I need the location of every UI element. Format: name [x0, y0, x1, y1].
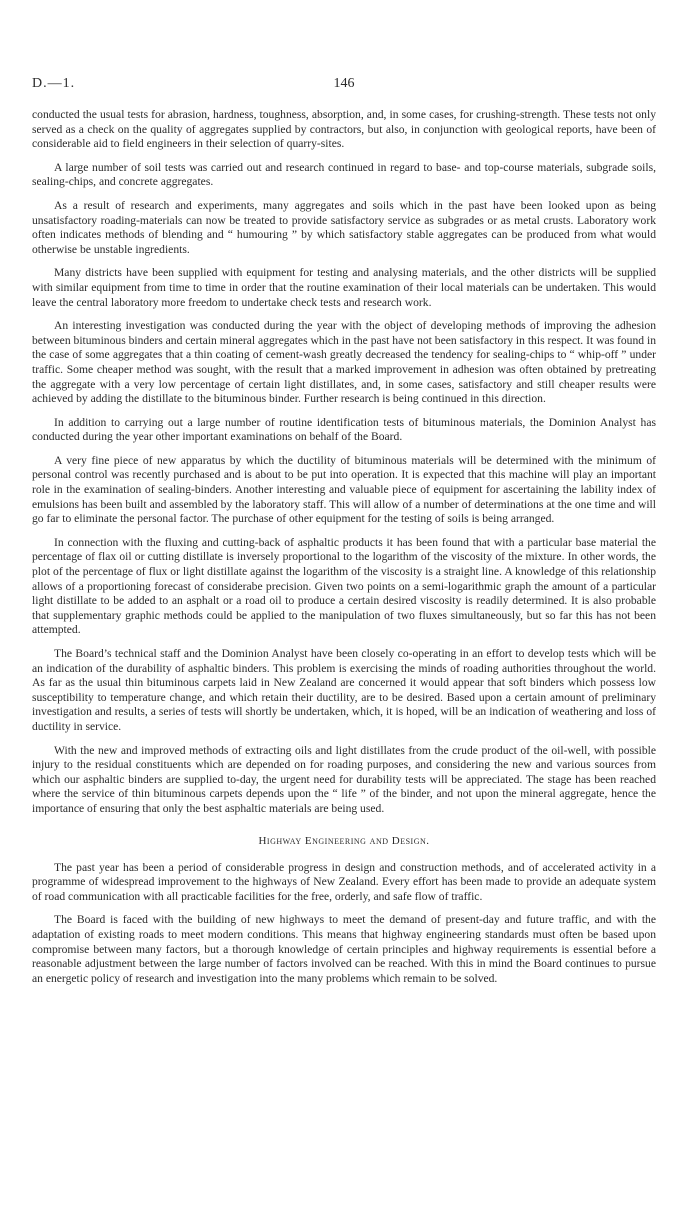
paragraph: The past year has been a period of considerable progress in design and construction methods, and of accelerated activity in a programme of widespread improvement to the highways of New Zealand. Every effort has been made to provide an adequate system of road communication with all practicable facilities for the free, orderly, and safe flow of traffic.: [32, 860, 656, 903]
paragraph: conducted the usual tests for abrasion, hardness, toughness, absorption, and, in some cases, for crushing-strength. These tests not only served as a check on the quality of aggregates supplied by contractors, but also, in conjunction with geological reports, have been of considerable aid to field engineers in their selection of quarry-sites.: [32, 108, 656, 151]
paragraph: With the new and improved methods of extracting oils and light distillates from the crude product of the oil-well, with possible injury to the residual constituents which are depended on for roading purposes, and considering the new and various sources from which our asphaltic binders are supplied to-day, the urgent need for durability tests will be appreciated. The stage has been reached where the service of thin bituminous carpets depends upon the “ life ” of the binder, and not upon the mineral aggregate, hence the importance of ensuring that only the best asphaltic materials are being used.: [32, 743, 656, 815]
paragraph: The Board is faced with the building of new highways to meet the demand of present-day and future traffic, and with the adaptation of existing roads to meet modern conditions. This means that highway engineering standards must often be based upon compromise between many factors, but a thorough knowledge of certain principles and highway requirements is essential before a reasonable adjustment between the large number of factors involved can be reached. With this in mind the Board continues to pursue an energetic policy of research and investigation into the many problems which remain to be solved.: [32, 913, 656, 985]
paragraph: In connection with the fluxing and cutting-back of asphaltic products it has been found that with a particular base material the percentage of flax oil or cutting distillate is inversely proportional to the logarithm of the viscosity of the mixture. In other words, the plot of the percentage of flux or light distillate against the logarithm of the viscosity is a straight line. A knowledge of this relationship allows of a proportioning forecast of considerabe precision. Given two points on a semi-logarithmic graph the amount of a particular light distillate to be added to an asphalt or a road oil to produce a certain desired viscosity is readily determined. It is also probable that supplementary graphic methods could be applied to the manipulation of two fluxes simultaneously, but so far this has not been attempted.: [32, 535, 656, 637]
paragraph: As a result of research and experiments, many aggregates and soils which in the past have been looked upon as being unsatisfactory roading-materials can now be treated to provide satisfactory service as subgrades or as metal crusts. Laboratory work often indicates methods of blending and “ humouring ” by which satisfactory stable aggregates can be produced from what would otherwise be unstable ingredients.: [32, 198, 656, 256]
page-header: [32, 76, 656, 96]
paragraph: In addition to carrying out a large number of routine identification tests of bituminous materials, the Dominion Analyst has conducted during the year other important examinations on behalf of the Board.: [32, 415, 656, 444]
section-heading: Highway Engineering and Design.: [258, 834, 430, 847]
document-body: [32, 108, 656, 995]
paragraph: A large number of soil tests was carried out and research continued in regard to base- and top-course materials, subgrade soils, sealing-chips, and concrete aggregates.: [32, 160, 656, 189]
paragraph: An interesting investigation was conducted during the year with the object of developing methods of improving the adhesion between bituminous binders and certain mineral aggregates which in the past have not been satisfactory in this respect. It was found in the case of some aggregates that a thin coating of cement-wash greatly decreased the tendency for sealing-chips to “ whip-off ” under traffic. Some cheaper method was sought, with the result that a marked improvement in adhesion was often obtained by pretreating the aggregate with a very low percentage of certain light distillates, and, in some cases, satisfactory and still cheaper results were achieved by adding the distillate to the bituminous binder. Further research is being continued in this direction.: [32, 319, 656, 406]
paragraph: A very fine piece of new apparatus by which the ductility of bituminous materials will be determined with the minimum of personal control was recently purchased and is about to be put into operation. It is expected that this machine will play an important role in the examination of sealing-binders. Another interesting and valuable piece of equipment for ascertaining the lability index of emulsions has been built and assembled by the laboratory staff. This will allow of a number of determinations at the one time and will go far to eliminate the personal factor. The purchase of other equipment for the testing of soils is being arranged.: [32, 453, 656, 526]
paragraph: The Board’s technical staff and the Dominion Analyst have been closely co-operating in an effort to develop tests which will be an indication of the durability of asphaltic binders. This problem is exercising the minds of roading authorities throughout the world. As far as the usual thin bituminous carpets laid in New Zealand are concerned it would appear that soft binders which possess low susceptibility to temperature change, and which retain their ductility, are to be desired. Based upon a certain amount of preliminary investigation and results, a series of tests will shortly be undertaken, which, it is hoped, will be an indication of weathering and loss of ductility in service.: [32, 647, 656, 733]
document-reference: D.—1.: [32, 76, 76, 91]
paragraph: Many districts have been supplied with equipment for testing and analysing materials, and the other districts will be supplied with similar equipment from time to time in order that the routine examination of their local materials can be undertaken. This would leave the central laboratory more freedom to undertake check tests and research work.: [32, 266, 656, 309]
page-number: 146: [333, 76, 355, 91]
